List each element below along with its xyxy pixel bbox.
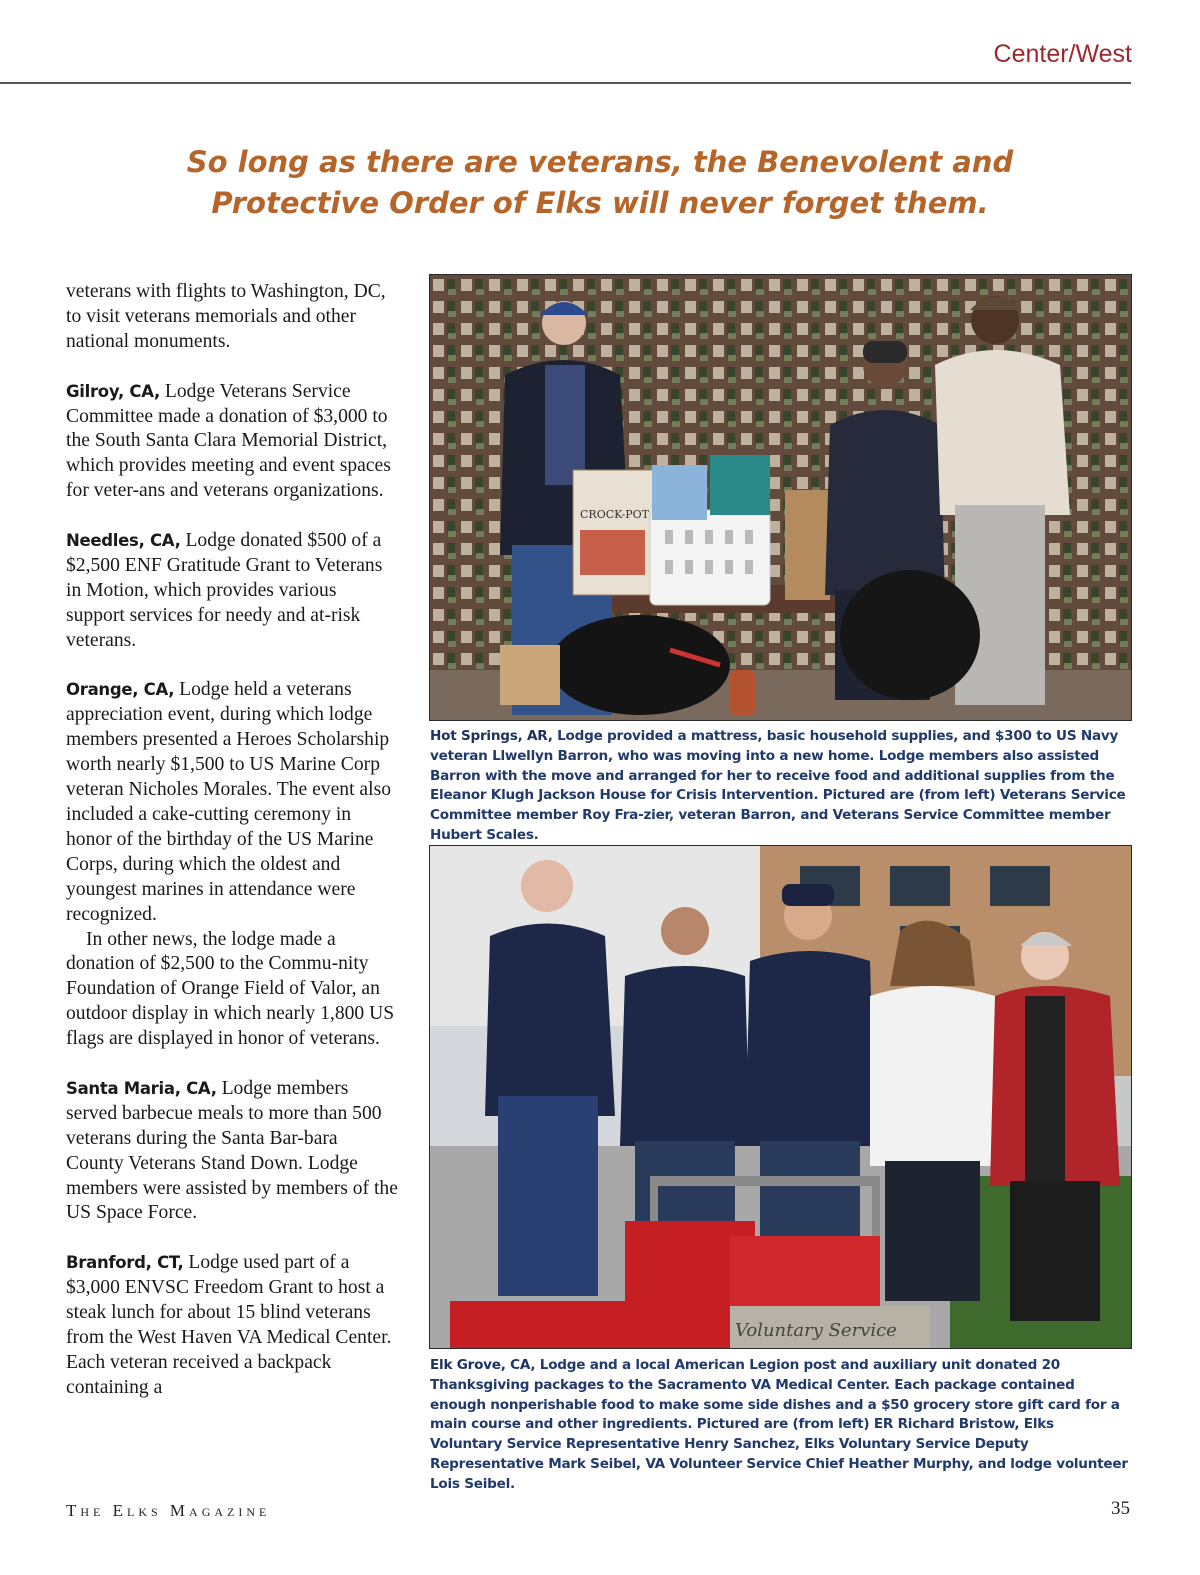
photo-elk-grove-illustration — [430, 846, 1131, 1348]
paragraph-orange-more: In other news, the lodge made a donation of $2,500 to the Commu-nity Foundation of Orange Field of Valor, an outdoor display in which nearly 1,800 US flags are displayed in honor of veterans. — [66, 928, 395, 1050]
location-needles: Needles, CA, — [66, 531, 181, 551]
caption-elk-grove — [430, 1356, 1130, 1495]
section-label: Center/West — [993, 40, 1132, 68]
text-orange: Lodge held a veterans appreciation event, during which lodge members presented a Heroes Scholarship worth nearly $1,500 to US Marine Corp veteran Nicholes Morales. The event also included a cake-cutting ceremony in honor of the birthday of the US Marine Corps, during which the oldest and youngest marines in attendance were recognized. — [66, 679, 391, 925]
location-orange: Orange, CA, — [66, 680, 175, 700]
location-gilroy: Gilroy, CA, — [66, 381, 160, 401]
box-label-crock-pot: CROCK-POT — [580, 508, 650, 521]
box-label-voluntary-service: Voluntary Service — [735, 1320, 897, 1341]
text-branford: Lodge used part of a $3,000 ENVSC Freedom Grant to host a steak lunch for about 15 blind veterans from the West Haven VA Medical Center. Each veteran received a backpack containing a — [66, 1252, 392, 1398]
caption-hot-springs — [430, 727, 1130, 846]
magazine-name: The Elks Magazine — [66, 1501, 271, 1520]
paragraph-santa-maria — [66, 1077, 398, 1226]
location-branford: Branford, CT, — [66, 1253, 184, 1273]
photo-elk-grove — [429, 845, 1132, 1349]
pull-quote: So long as there are veterans, the Benevolent and Protective Order of Elks will never forget them. — [186, 145, 1014, 220]
photo-hot-springs-illustration — [430, 275, 1131, 720]
caption-location-elk-grove: Elk Grove, CA, — [430, 1357, 536, 1373]
text-gilroy: Lodge Veterans Service Committee made a donation of $3,000 to the South Santa Clara Memorial District, which provides meeting and event spaces for veter-ans and veterans organizations. — [66, 380, 391, 502]
text-santa-maria: Lodge members served barbecue meals to more than 500 veterans during the Santa Bar-bara County Veterans Stand Down. Lodge members were assisted by members of the US Space Force. — [66, 1077, 398, 1224]
caption-text-elk-grove: Lodge and a local American Legion post and auxiliary unit donated 20 Thanksgiving packages to the Sacramento VA Medical Center. Each package contained enough nonperishable food to make some side dishes and a $50 grocery store gift card for a main course and other ingredients. Pictured are (from left) ER Richard Bristow, Elks Voluntary Service Representative Henry Sanchez, Elks Voluntary Service Deputy Representative Mark Seibel, VA Volunteer Service Chief Heather Murphy, and lodge volunteer Lois Seibel. — [430, 1357, 1128, 1492]
caption-location-hot-springs: Hot Springs, AR, — [430, 728, 553, 744]
photo-hot-springs — [429, 274, 1132, 721]
page-number: 35 — [1111, 1498, 1130, 1519]
paragraph-continued: veterans with flights to Washington, DC, to visit veterans memorials and other national monuments. — [66, 281, 386, 352]
paragraph-needles — [66, 529, 398, 654]
paragraph-gilroy — [66, 380, 398, 505]
header-rule — [0, 82, 1131, 84]
text-needles: Lodge donated $500 of a $2,500 ENF Gratitude Grant to Veterans in Motion, which provides various support services for needy and at-risk veterans. — [66, 530, 383, 651]
caption-text-hot-springs: Lodge provided a mattress, basic household supplies, and $300 to US Navy veteran Llwellyn Barron, who was moving into a new home. Lodge members also assisted Barron with the move and arranged for her to receive food and additional supplies from the Eleanor Klugh Jackson House for Crisis Intervention. Pictured are (from left) Veterans Service Committee member Roy Fra-zier, veteran Barron, and Veterans Service Committee member Hubert Scales. — [430, 728, 1126, 843]
article-column — [66, 280, 398, 1426]
paragraph-orange — [66, 678, 398, 927]
paragraph-branford — [66, 1251, 398, 1400]
location-santa-maria: Santa Maria, CA, — [66, 1078, 217, 1098]
